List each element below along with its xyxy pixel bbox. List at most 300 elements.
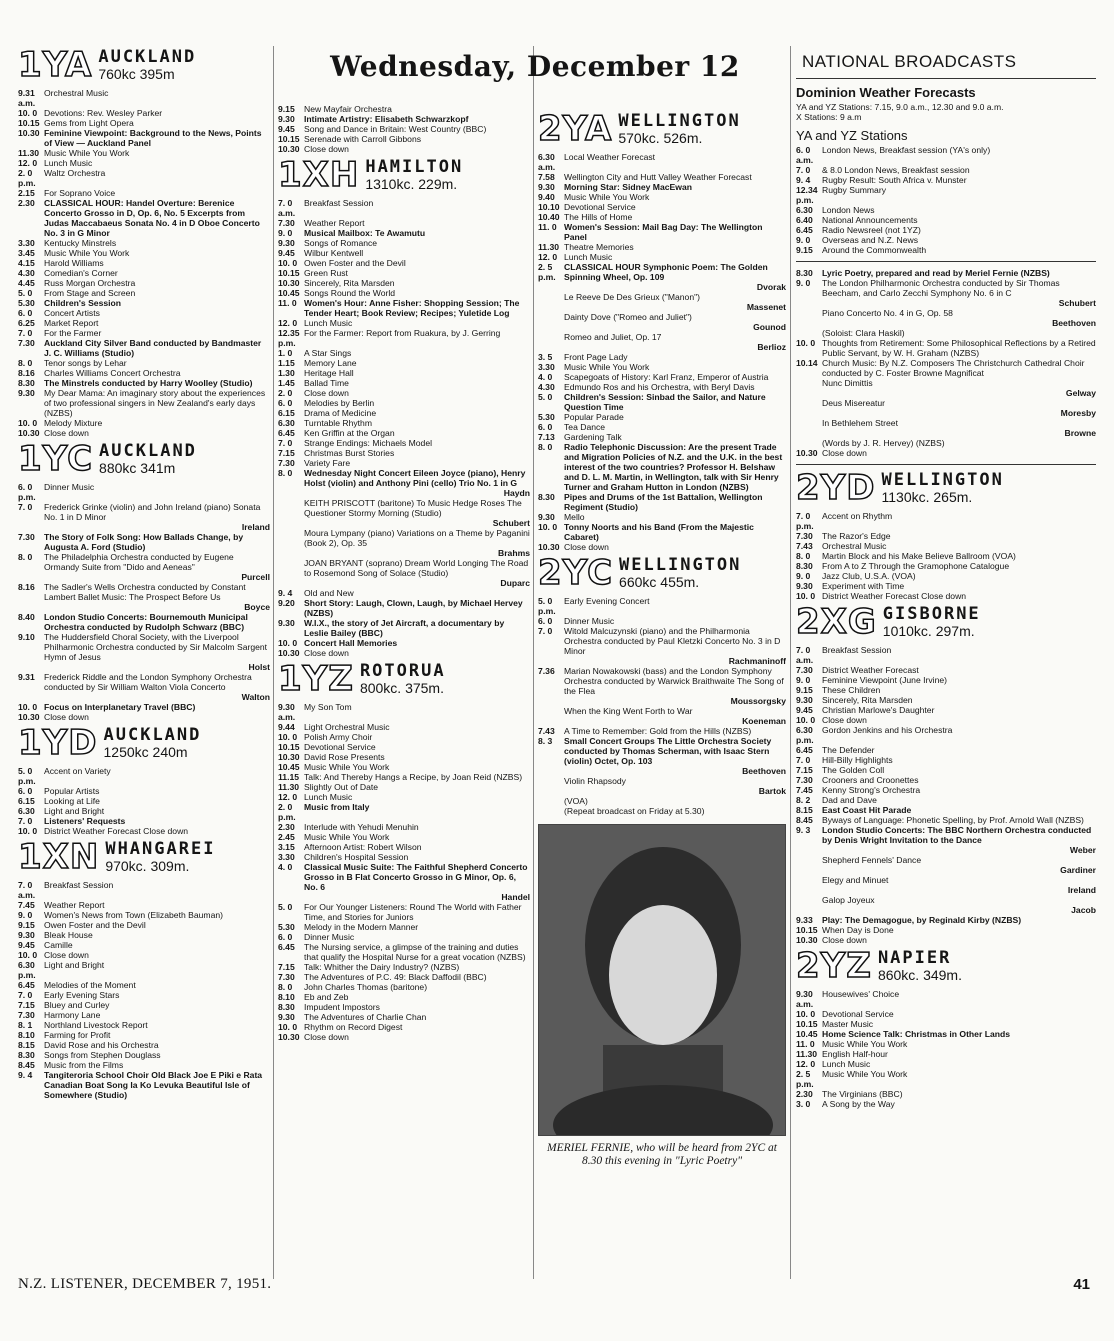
program-row: [538, 362, 786, 372]
program-title: Front Page Lady: [564, 352, 628, 362]
program-title: Owen Foster and the Devil: [44, 920, 146, 930]
program-row: [796, 338, 1096, 358]
station-callsign: 1XH: [278, 155, 360, 195]
program-title: Devotions: Rev. Wesley Parker: [44, 108, 163, 118]
program-time: 7.15: [796, 765, 813, 775]
program-time: 4. 0: [538, 372, 553, 382]
program-row: [796, 308, 1096, 318]
program-row: [278, 992, 530, 1002]
portrait-photo: [538, 824, 786, 1136]
program-row: [18, 712, 270, 722]
composer-credit: Brahms: [498, 548, 530, 558]
program-row: [538, 666, 786, 696]
program-time: 7.58: [538, 172, 555, 182]
station-name: WELLINGTON: [618, 111, 741, 131]
program-title: Mello: [564, 512, 585, 522]
program-time: 6.45: [796, 225, 813, 235]
program-row: [796, 531, 1096, 541]
program-title: Short Story: Laugh, Clown, Laugh, by Michael Hervey (NZBS): [304, 598, 523, 618]
program-time: 4.45: [18, 278, 35, 288]
program-time: 7.30: [796, 775, 813, 785]
program-time: 10. 0: [278, 732, 298, 742]
program-time: 10.15: [278, 268, 300, 278]
program-row: [18, 502, 270, 522]
program-title: Devotional Service: [822, 1009, 894, 1019]
program-time: 6. 0: [18, 786, 33, 796]
program-row: [278, 458, 530, 468]
program-title: Christmas Burst Stories: [304, 448, 395, 458]
program-time: 9.30: [538, 182, 555, 192]
program-row: [796, 175, 1096, 185]
program-title: Theatre Memories: [564, 242, 634, 252]
program-title: Pipes and Drums of the 1st Battalion, Wellington Regiment (Studio): [564, 492, 763, 512]
station-header: [796, 946, 1096, 986]
program-row: [18, 672, 270, 692]
program-time: 10.15: [796, 1019, 818, 1029]
program-title: A Star Sings: [304, 348, 352, 358]
program-row: [796, 1019, 1096, 1029]
program-row: [796, 745, 1096, 755]
program-time: 3.30: [538, 362, 555, 372]
program-title: Intimate Artistry: Elisabeth Schwarzkopf: [304, 114, 469, 124]
program-time: 1.30: [278, 368, 295, 378]
program-time: 6.45: [796, 745, 813, 755]
program-time: 7. 0: [796, 755, 811, 765]
program-row: [538, 212, 786, 222]
program-time: 6. 0 p.m.: [18, 482, 36, 502]
composer-credit: Moussorgsky: [730, 696, 786, 706]
program-row: [278, 238, 530, 248]
program-time: [796, 308, 822, 318]
program-row: [538, 202, 786, 212]
station-callsign: 2YA: [538, 109, 613, 149]
program-row: [18, 158, 270, 168]
program-time: 10.45: [796, 1029, 818, 1039]
program-time: 10.30: [18, 712, 40, 722]
station-name: HAMILTON: [365, 157, 464, 177]
program-time: 9.30: [18, 388, 35, 398]
program-time: 11.30: [796, 1049, 818, 1059]
program-time: 4.15: [18, 258, 35, 268]
program-time: 8.16: [18, 582, 35, 592]
program-time: 6.40: [796, 215, 813, 225]
program-row: [278, 218, 530, 228]
program-time: 8. 1: [18, 1020, 33, 1030]
program-row: [278, 438, 530, 448]
program-row: [796, 1059, 1096, 1069]
column-rule: [533, 46, 534, 1279]
program-row: [796, 541, 1096, 551]
program-title: Variety Fare: [304, 458, 351, 468]
program-time: 7.45: [796, 785, 813, 795]
divider: [796, 261, 1096, 262]
program-time: 10.14: [796, 358, 818, 368]
program-row: [18, 920, 270, 930]
program-title: Interlude with Yehudi Menuhin: [304, 822, 419, 832]
program-row: [278, 1012, 530, 1022]
composer-credit: Ireland: [1067, 885, 1096, 895]
program-row: [796, 935, 1096, 945]
program-title: Charles Williams Concert Orchestra: [44, 368, 181, 378]
program-row: [18, 198, 270, 238]
program-row: [796, 418, 1096, 428]
program-row: [278, 498, 530, 518]
program-time: 9.30 a.m.: [278, 702, 296, 722]
program-time: [796, 398, 822, 408]
program-row: [796, 511, 1096, 531]
program-title: National Announcements: [822, 215, 918, 225]
program-title: The Story of Folk Song: How Ballads Change, by Augusta A. Ford (Studio): [44, 532, 244, 552]
program-time: 9.30: [278, 114, 295, 124]
program-title: Small Concert Groups The Little Orchestra Society conducted by Thomas Scherman, with Isaac Stern (violin) Octet, Op. 103: [564, 736, 772, 766]
program-time: 9. 0: [278, 228, 293, 238]
program-time: 10.30: [278, 278, 300, 288]
program-row: [538, 522, 786, 542]
program-title: When the King Went Forth to War: [564, 706, 693, 716]
program-time: 6. 0: [538, 422, 553, 432]
program-row: [18, 378, 270, 388]
program-row: [18, 1070, 270, 1100]
program-title: Auckland City Silver Band conducted by Bandmaster J. C. Williams (Studio): [44, 338, 262, 358]
program-title: Kentucky Minstrels: [44, 238, 117, 248]
program-title: Music While You Work: [44, 148, 130, 158]
program-time: 7. 0 a.m.: [278, 198, 296, 218]
station-header: [796, 602, 1096, 642]
program-title: Close down: [304, 388, 349, 398]
program-row: [538, 172, 786, 182]
program-title: Close down: [822, 715, 867, 725]
program-row: [796, 235, 1096, 245]
composer-credit: Handel: [501, 892, 530, 902]
station-name: AUCKLAND: [103, 725, 202, 745]
program-row: [796, 805, 1096, 815]
program-time: 7.30: [278, 972, 295, 982]
program-time: 7.15: [18, 1000, 35, 1010]
program-time: 6. 0: [278, 398, 293, 408]
program-time: 8.40: [18, 612, 35, 622]
program-row: [18, 1010, 270, 1020]
program-row: [538, 736, 786, 766]
program-time: 8.30: [18, 1050, 35, 1060]
program-row: [18, 910, 270, 920]
program-row: [278, 1032, 530, 1042]
program-title: Early Evening Stars: [44, 990, 120, 1000]
program-row: [18, 1030, 270, 1040]
program-title: These Children: [822, 685, 881, 695]
program-row: [278, 822, 530, 832]
program-time: 5.30: [278, 922, 295, 932]
program-row: [796, 278, 1096, 298]
program-time: 10.30: [278, 144, 300, 154]
program-row: [18, 368, 270, 378]
station-info: [105, 840, 215, 874]
program-title: Songs Round the World: [304, 288, 396, 298]
program-title: Music from Italy: [304, 802, 370, 812]
program-title: Waltz Orchestra: [44, 168, 106, 178]
program-title: Gems from Light Opera: [44, 118, 134, 128]
program-time: 3.30: [18, 238, 35, 248]
program-title: Dinner Music: [564, 616, 615, 626]
program-title: (VOA): [564, 796, 588, 806]
program-title: Moura Lympany (piano) Variations on a Theme by Paganini (Book 2), Op. 35: [304, 528, 530, 548]
program-row: [796, 895, 1096, 905]
program-row: [278, 722, 530, 732]
program-title: Children's Session: [44, 298, 122, 308]
program-time: 2.15: [18, 188, 35, 198]
program-row: [278, 742, 530, 752]
program-time: 8. 0: [18, 358, 33, 368]
program-row: [278, 228, 530, 238]
program-row: [796, 1009, 1096, 1019]
station-info: [619, 556, 741, 590]
program-time: [796, 895, 822, 905]
program-title: Thoughts from Retirement: Some Philosophical Reflections by a Retired Public Servant, by W. H. Graham (NZBS): [822, 338, 1096, 358]
program-time: 12. 0: [538, 252, 558, 262]
program-row: [278, 378, 530, 388]
program-title: Melodies of the Moment: [44, 980, 136, 990]
program-title: Breakfast Session: [822, 645, 892, 655]
program-row: [278, 648, 530, 658]
program-title: Dad and Dave: [822, 795, 877, 805]
program-title: Lunch Music: [304, 318, 353, 328]
program-time: [538, 292, 564, 302]
program-row: [278, 762, 530, 772]
program-title: Martin Block and his Make Believe Ballroom (VOA): [822, 551, 1016, 561]
program-time: 11.15: [278, 772, 300, 782]
program-time: 9.30: [796, 581, 813, 591]
program-time: 9. 0: [796, 675, 811, 685]
program-time: 10.30: [278, 752, 300, 762]
program-title: Music While You Work: [564, 362, 650, 372]
program-row: [18, 960, 270, 980]
program-time: 7.30: [278, 218, 295, 228]
program-title: Lyric Poetry, prepared and read by Meriel Fernie (NZBS): [822, 268, 1050, 278]
program-time: 6.45: [18, 980, 35, 990]
program-title: Local Weather Forecast: [564, 152, 656, 162]
program-title: The Defender: [822, 745, 875, 755]
program-time: 10. 0: [796, 591, 816, 601]
program-row: [278, 388, 530, 398]
program-time: 8.16: [18, 368, 35, 378]
program-row: [18, 940, 270, 950]
program-row: [538, 252, 786, 262]
program-title: Owen Foster and the Devil: [304, 258, 406, 268]
program-row: [18, 298, 270, 308]
program-title: Camille: [44, 940, 73, 950]
program-title: Close down: [304, 1032, 349, 1042]
program-title: Musical Mailbox: Te Awamutu: [304, 228, 426, 238]
program-title: Gardening Talk: [564, 432, 622, 442]
station-info: [878, 949, 962, 983]
station-frequency: 1130kc. 265m.: [881, 489, 973, 505]
station-frequency: 1010kc. 297m.: [882, 623, 975, 639]
composer-credit: Purcell: [241, 572, 270, 582]
program-title: Bleak House: [44, 930, 93, 940]
program-row: [18, 1050, 270, 1060]
program-row: [18, 268, 270, 278]
station-frequency: 880kc 341m: [99, 460, 176, 476]
program-title: Eb and Zeb: [304, 992, 349, 1002]
program-title: Accent on Variety: [44, 766, 111, 776]
program-time: 11.30: [278, 782, 300, 792]
station-callsign: 2XG: [796, 602, 877, 642]
program-title: Concert Artists: [44, 308, 100, 318]
program-row: [796, 358, 1096, 378]
program-title: Church Music: By N.Z. Composers The Christchurch Cathedral Choir conducted by C. Foster Browne Magnificat: [822, 358, 1085, 378]
program-row: [538, 626, 786, 656]
program-time: 6.30: [18, 806, 35, 816]
program-title: Rugby Result: South Africa v. Munster: [822, 175, 967, 185]
station-name: AUCKLAND: [98, 47, 197, 67]
program-time: 2.30: [796, 1089, 813, 1099]
program-row: [796, 785, 1096, 795]
station-info: [882, 471, 1004, 505]
program-title: Concert Hall Memories: [304, 638, 398, 648]
program-row: [18, 318, 270, 328]
program-title: Radio Telephonic Discussion: Are the present Trade and Migration Policies of N.Z. and the U.K. in the best interest of the two countries? Professor H. Belshaw and D. L. M. Martin, in Wellington, talk with Sir Henry Turner and Graham Hutton in London (NZBS): [564, 442, 783, 492]
program-title: London News: [822, 205, 875, 215]
program-title: Heritage Hall: [304, 368, 354, 378]
program-title: Close down: [304, 144, 349, 154]
program-row: [278, 104, 530, 114]
composer-credit: Walton: [241, 692, 270, 702]
program-row: [18, 880, 270, 900]
program-time: 7.15: [278, 962, 295, 972]
program-row: [796, 591, 1096, 601]
program-time: 10.30: [796, 935, 818, 945]
program-title: Lunch Music: [304, 792, 353, 802]
program-row: [18, 288, 270, 298]
program-title: Close down: [822, 448, 867, 458]
station-name: WELLINGTON: [619, 555, 742, 575]
program-title: Wednesday Night Concert Eileen Joyce (piano), Henry Holst (violin) and Anthony Pini (cello) Trio No. 1 in G: [304, 468, 526, 488]
program-title: Popular Parade: [564, 412, 624, 422]
program-time: 5. 0 p.m.: [538, 596, 556, 616]
station-frequency: 860kc. 349m.: [877, 967, 962, 983]
program-title: Children's Hospital Session: [304, 852, 409, 862]
program-title: KEITH PRISCOTT (baritone) To Music Hedge Roses The Questioner Stormy Morning (Studio): [304, 498, 522, 518]
program-time: 7. 0: [18, 502, 33, 512]
station-frequency: 970kc. 309m.: [105, 858, 190, 874]
program-title: Sincerely, Rita Marsden: [304, 278, 395, 288]
program-row: [538, 412, 786, 422]
program-time: 7. 0 a.m.: [796, 645, 814, 665]
program-title: District Weather Forecast Close down: [822, 591, 967, 601]
program-row: [18, 806, 270, 816]
program-title: The Huddersfield Choral Society, with the Liverpool Philharmonic Orchestra conducted by Sir Malcolm Sargent Hymn of Jesus: [44, 632, 268, 662]
composer-credit: Gardiner: [1060, 865, 1096, 875]
program-title: Frederick Grinke (violin) and John Ireland (piano) Sonata No. 1 in D Minor: [44, 502, 261, 522]
station-header: [18, 837, 270, 877]
program-row: [538, 222, 786, 242]
program-title: Women's News from Town (Elizabeth Bauman): [44, 910, 223, 920]
program-time: 6.45: [278, 428, 295, 438]
program-row: [796, 225, 1096, 235]
program-time: 7.36: [538, 666, 555, 676]
program-title: Popular Artists: [44, 786, 100, 796]
program-title: Hill-Billy Highlights: [822, 755, 893, 765]
program-title: Home Science Talk: Christmas in Other Lands: [822, 1029, 1011, 1039]
program-time: 10.30: [278, 648, 300, 658]
program-title: Serenade with Carroll Gibbons: [304, 134, 422, 144]
program-title: The London Philharmonic Orchestra conducted by Sir Thomas Beecham, and Carlo Zecchi Symphony No. 6 in C: [822, 278, 1060, 298]
program-row: [278, 348, 530, 358]
program-row: [278, 832, 530, 842]
program-title: The Adventures of P.C. 49: Black Daffodil (BBC): [304, 972, 487, 982]
program-title: David Rose Presents: [304, 752, 385, 762]
weather-line: YA and YZ Stations: 7.15, 9.0 a.m., 12.30 and 9.0 a.m.: [796, 102, 1004, 112]
program-title: Comedian's Corner: [44, 268, 118, 278]
program-time: 10.15: [796, 925, 818, 935]
program-title: Feminine Viewpoint (June Irvine): [822, 675, 947, 685]
program-time: [796, 378, 822, 388]
program-time: [538, 706, 564, 716]
program-title: Women's Hour: Anne Fisher: Shopping Session; The Tender Heart; Book Review; Recipes; Yuletide Log: [304, 298, 520, 318]
program-title: In Bethlehem Street: [822, 418, 898, 428]
program-title: When Day is Done: [822, 925, 894, 935]
program-time: 6.15: [278, 408, 295, 418]
program-title: Music While You Work: [564, 192, 650, 202]
program-row: [278, 638, 530, 648]
program-row: [18, 816, 270, 826]
program-title: English Half-hour: [822, 1049, 888, 1059]
program-row: [18, 188, 270, 198]
program-time: 7. 0: [18, 816, 33, 826]
program-time: 9.30: [796, 695, 813, 705]
program-time: 10. 0: [18, 950, 38, 960]
program-row: [278, 124, 530, 134]
program-title: Jazz Club, U.S.A. (VOA): [822, 571, 916, 581]
program-row: [278, 618, 530, 638]
program-title: Piano Concerto No. 4 in G, Op. 58: [822, 308, 953, 318]
program-row: [796, 765, 1096, 775]
program-row: [278, 598, 530, 618]
station-name: GISBORNE: [882, 604, 981, 624]
program-row: [796, 725, 1096, 745]
program-title: From A to Z Through the Gramophone Catalogue: [822, 561, 1010, 571]
program-row: [538, 352, 786, 362]
program-time: 10.45: [278, 762, 300, 772]
program-row: [278, 782, 530, 792]
program-title: Looking at Life: [44, 796, 100, 806]
program-time: 2. 0 p.m.: [18, 168, 36, 188]
program-row: [796, 378, 1096, 388]
program-row: [18, 148, 270, 158]
program-title: The Philadelphia Orchestra conducted by Eugene Ormandy Suite from "Dido and Aeneas": [44, 552, 234, 572]
program-row: [278, 288, 530, 298]
program-time: 9.15: [796, 245, 813, 255]
program-title: Tenor songs by Lehar: [44, 358, 127, 368]
program-title: Afternoon Artist: Robert Wilson: [304, 842, 422, 852]
program-title: For the Farmer: [44, 328, 102, 338]
program-time: 9.45: [796, 705, 813, 715]
program-title: Romeo and Juliet, Op. 17: [564, 332, 662, 342]
program-time: 9. 0: [796, 278, 811, 288]
program-time: 12.35 p.m.: [278, 328, 300, 348]
program-title: Music While You Work: [304, 832, 390, 842]
program-time: 10.15: [278, 134, 300, 144]
program-time: 7.30: [278, 458, 295, 468]
program-title: & 8.0 London News, Breakfast session: [822, 165, 970, 175]
program-title: Breakfast Session: [44, 880, 114, 890]
program-row: [796, 205, 1096, 215]
program-row: [278, 428, 530, 438]
column-4: [796, 44, 1096, 1109]
program-time: 10. 0: [538, 522, 558, 532]
program-row: [538, 806, 786, 816]
program-time: 9.31 a.m.: [18, 88, 36, 108]
program-title: The Sadler's Wells Orchestra conducted by Constant Lambert Ballet Music: The Prospect Before Us: [44, 582, 246, 602]
